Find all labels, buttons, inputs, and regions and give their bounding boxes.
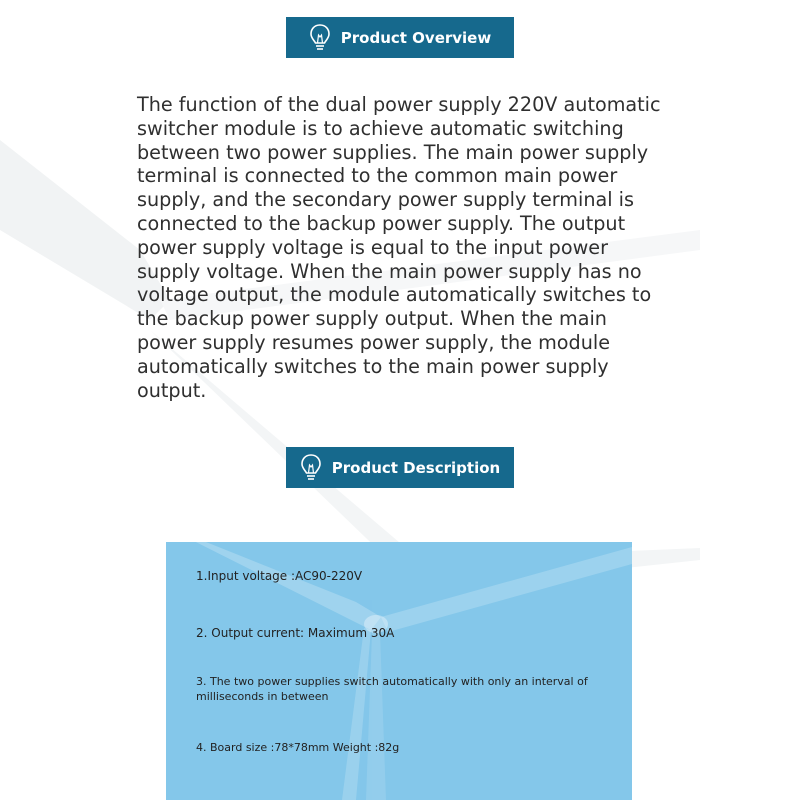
spec-item: 4. Board size :78*78mm Weight :82g	[196, 741, 400, 754]
spec-item: 2. Output current: Maximum 30A	[196, 626, 395, 640]
product-overview-text: The function of the dual power supply 220V automatic switcher module is to achieve automatic switching between two power supplies. The main power supply terminal is connected to the common main power supply, and the secondary power supply terminal is connected to the backup power supply. The output power supply voltage is equal to the input power supply voltage. When the main power supply has no voltage output, the module automatically switches to the backup power supply output. When the main power supply resumes power supply, the module automatically switches to the main power supply output.	[137, 93, 661, 402]
lightbulb-icon	[309, 23, 331, 53]
banner-title: Product Description	[331, 458, 501, 477]
lightbulb-icon	[300, 453, 322, 483]
banner-title: Product Overview	[340, 28, 492, 47]
spec-item: 1.Input voltage :AC90-220V	[196, 569, 363, 583]
product-overview-banner	[286, 17, 514, 58]
spec-item: 3. The two power supplies switch automatically with only an interval of milliseconds in between	[196, 675, 588, 703]
specification-panel	[166, 542, 632, 800]
product-description-banner	[286, 447, 514, 488]
